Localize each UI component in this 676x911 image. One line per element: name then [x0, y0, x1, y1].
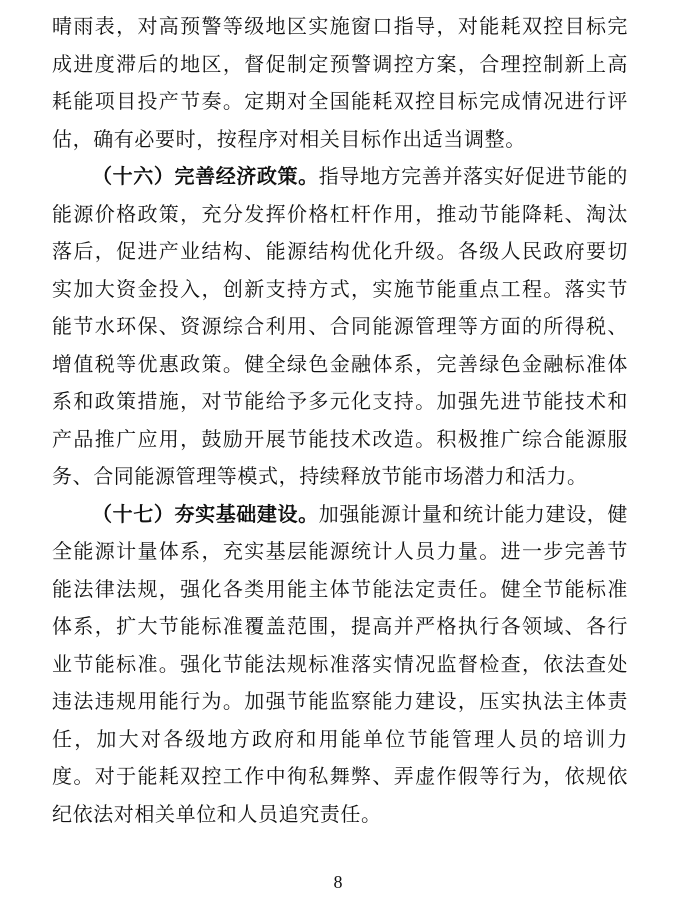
section-body-17: 加强能源计量和统计能力建设，健全能源计量体系，充实基层能源统计人员力量。进一步完善节能法律法规，强化各类用能主体节能法定责任。健全节能标准体系，扩大节能标准覆盖范围，提高并严格执行各领域、各行业节能标准。强化节能法规标准落实情况监督检查，依法查处违法违规用能行为。加强节能监察能力建设，压实执法主体责任，加大对各级地方政府和用能单位节能管理人员的培训力度。对于能耗双控工作中徇私舞弊、弄虚作假等行为，依规依纪依法对相关单位和人员追究责任。 — [52, 501, 628, 826]
section-paragraph-17 — [52, 496, 628, 834]
section-body-16: 指导地方完善并落实好促进节能的能源价格政策，充分发挥价格杠杆作用，推动节能降耗、淘汰落后，促进产业结构、能源结构优化升级。各级人民政府要切实加大资金投入，创新支持方式，实施节能重点工程。落实节能节水环保、资源综合利用、合同能源管理等方面的所得税、增值税等优惠政策。健全绿色金融体系，完善绿色金融标准体系和政策措施，对节能给予多元化支持。加强先进节能技术和产品推广应用，鼓励开展节能技术改造。积极推广综合能源服务、合同能源管理等模式，持续释放节能市场潜力和活力。 — [52, 164, 628, 488]
section-paragraph-16 — [52, 158, 628, 496]
section-heading-16: （十六）完善经济政策。 — [92, 164, 319, 188]
document-body — [52, 8, 628, 833]
continuation-paragraph: 晴雨表，对高预警等级地区实施窗口指导，对能耗双控目标完成进度滞后的地区，督促制定预警调控方案，合理控制新上高耗能项目投产节奏。定期对全国能耗双控目标完成情况进行评估，确有必要时，按程序对相关目标作出适当调整。 — [52, 14, 628, 151]
page-number: 8 — [333, 872, 343, 892]
section-heading-17: （十七）夯实基础建设。 — [92, 501, 319, 526]
